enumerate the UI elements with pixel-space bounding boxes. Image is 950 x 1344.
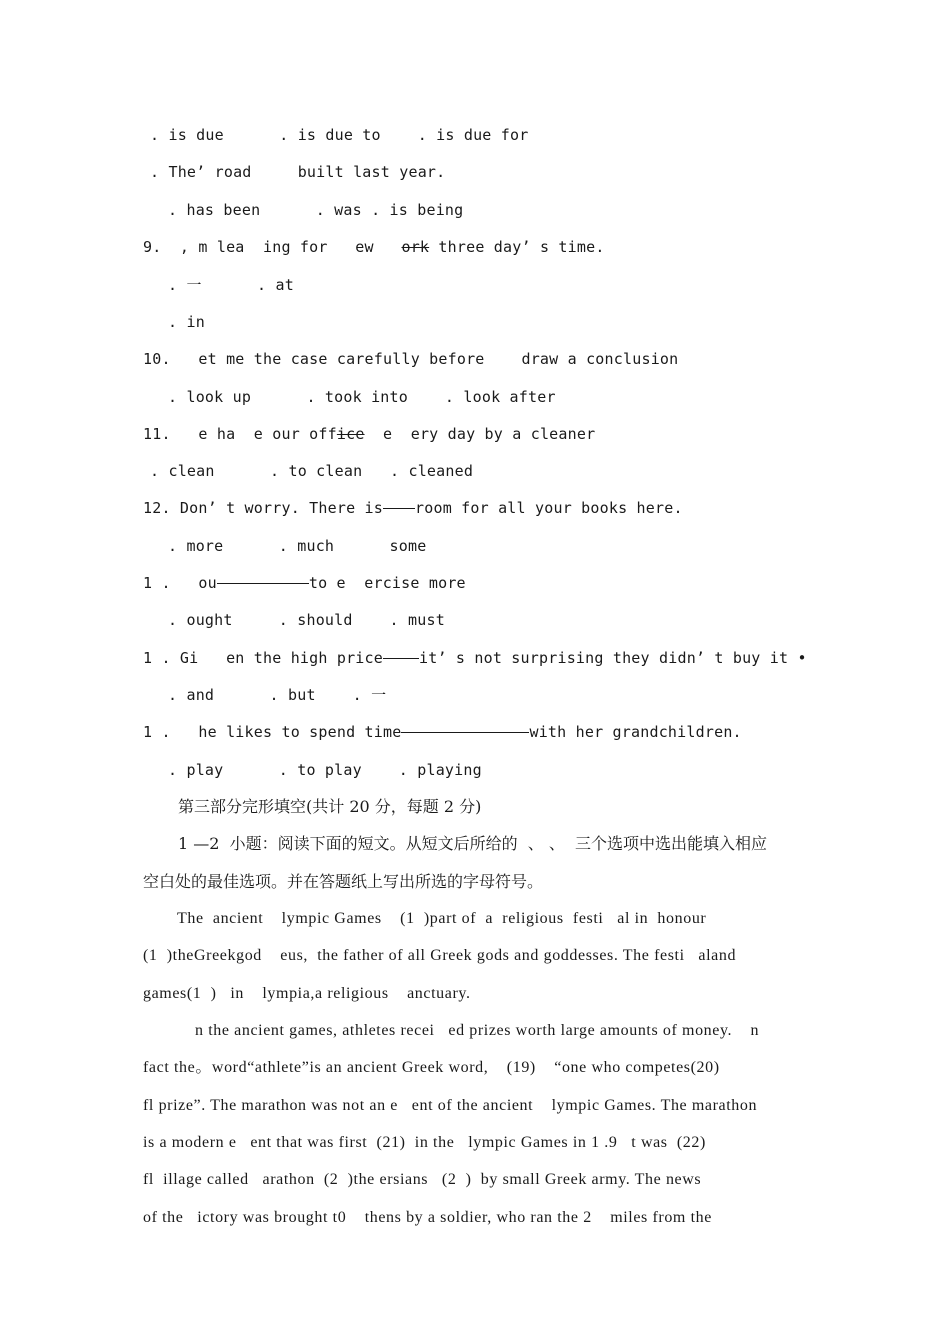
passage-line-2: (1 )theGreekgod eus, the father of all Greek gods and goddesses. The festi aland [143,947,737,964]
question-13-part2: to e ercise more [308,574,466,592]
answer-blank [383,508,415,509]
section-heading: 第三部分完形填空(共计 20 分，每题 2 分) [178,797,482,816]
question-11 [143,424,595,444]
passage-line-7: is a modern e ent that was first (21) in the lympic Games in 1 .9 t was (22) [143,1134,706,1151]
question-line-8b: . The’ road built last year. [150,163,446,181]
answer-blank [217,583,309,584]
passage-line-8: fl illage called arathon (2 )the ersians (2 ) by small Greek army. The news [143,1171,702,1188]
options-11: . clean . to clean . cleaned [150,462,474,480]
passage-line-4: n the ancient games, athletes recei ed prizes worth large amounts of money. n [195,1022,760,1039]
section-instructions-2: 空白处的最佳选项。并在答题纸上写出所选的字母符号。 [143,872,544,891]
answer-blank [383,658,419,659]
question-9-part2: three day’ s time. [429,238,605,256]
options-line-8: . is due . is due to . is due for [150,126,529,144]
section-instructions-1: 1 —2 小题：阅读下面的短文。从短文后所给的 、 、 三个选项中选出能填入相应 [178,834,768,853]
question-13 [143,573,466,593]
question-15-part1: 1 . he likes to spend time [143,723,402,741]
question-13-part1: 1 . ou [143,574,217,592]
options-9a: . 一 . at [168,276,294,294]
question-12-part1: 12. Don’ t worry. There is [143,499,383,517]
question-14-part1: 1 . Gi en the high price [143,649,383,667]
question-15-part2: with her grandchildren. [529,723,742,741]
question-12-part2: room for all your books here. [415,499,683,517]
options-14: . and . but . 一 [168,686,387,704]
options-10: . look up . took into . look after [168,388,556,406]
question-14-part2: it’ s not surprising they didn’ t buy it • [419,649,807,667]
answer-blank [401,732,529,733]
question-9 [143,237,605,257]
options-15: . play . to play . playing [168,761,482,779]
options-line-8b: . has been . was . is being [168,201,464,219]
question-14 [143,648,807,668]
passage-line-9: of the ictory was brought t0 thens by a soldier, who ran the 2 miles from the [143,1209,712,1226]
question-11-part2: e ery day by a cleaner [364,425,596,443]
question-10: 10. et me the case carefully before draw a conclusion [143,350,679,368]
passage-line-3: games(1 ) in lympia,a religious anctuary. [143,985,471,1002]
question-9-struck: ork [401,238,430,256]
passage-line-1: The ancient lympic Games (1 )part of a religious festi al in honour [177,910,707,927]
options-13: . ought . should . must [168,611,445,629]
question-12 [143,498,683,518]
question-9-part1: 9. , m lea ing for ew [143,238,402,256]
passage-line-5: fact the。word“athlete”is an ancient Greek word, (19) “one who competes(20) [143,1059,720,1076]
question-15 [143,722,742,742]
passage-line-6: fl prize”. The marathon was not an e ent of the ancient lympic Games. The marathon [143,1097,758,1114]
options-12: . more . much some [168,537,427,555]
question-11-struck: ice [336,425,365,443]
question-11-part1: 11. e ha e our off [143,425,337,443]
options-9b: . in [168,313,205,331]
